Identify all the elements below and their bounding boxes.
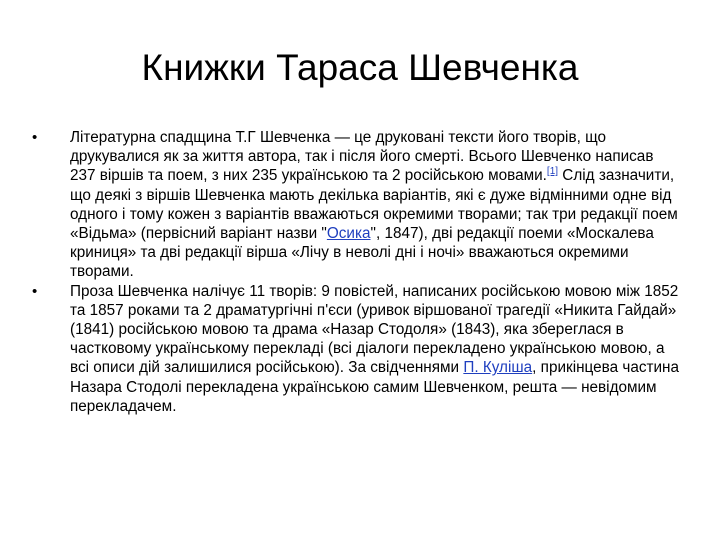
- paragraph-text: Літературна спадщина Т.Г Шевченка — це друковані тексти його творів, що друкувалися як за життя автора, так і після його смерті. Всього Шевченко написав 237 віршів та поем, з них 235 українською та 2 російською мовами.: [70, 129, 654, 185]
- paragraph-text: Проза Шевченка налічує 11 творів: 9 повістей, написаних російською мовою між 1852 та 1857 роками та 2 драматургічні п'єси (уривок віршованої трагедії «Никита Гайдай» (1841) російською мовою та драма «Назар Стодоля» (1843), яка збереглася в частковому українському перекладі (всі діалоги перекладено українською мовою, а всі описи дій залишилися російською). За свідченнями: [70, 282, 679, 377]
- paragraph-text: , прикінцева частина Назара Стодолі перекладена українською самим Шевченком, решта — невідомим перекладачем.: [70, 359, 679, 415]
- link-osyka[interactable]: Осика: [326, 225, 371, 243]
- paragraph-prose: [70, 283, 679, 415]
- slide-title: Книжки Тараса Шевченка: [141, 47, 579, 88]
- footnote-ref: [547, 166, 558, 177]
- paragraph-heritage: [70, 129, 678, 280]
- bullet-list: [32, 128, 682, 416]
- list-item: [32, 128, 682, 282]
- paragraph-text: ", 1847), дві редакції поеми «Москалева криниця» та дві редакції вірша «Лічу в неволі дні і ночі» вважаються окремими творами.: [70, 225, 654, 281]
- footnote-link[interactable]: [1]: [546, 166, 559, 178]
- bullet-icon: •: [32, 129, 38, 146]
- link-kulish[interactable]: П. Куліша: [463, 359, 533, 377]
- list-item: [32, 282, 682, 416]
- bullet-icon: •: [32, 282, 38, 300]
- paragraph-text: Слід зазначити, що деякі з віршів Шевченка мають декілька варіантів, які є дуже відмінними одне від одного і тому кожен з варіантів вважаються окремими творами; так три редакції поем «Відьма» (первісний варіант назви ": [70, 167, 678, 243]
